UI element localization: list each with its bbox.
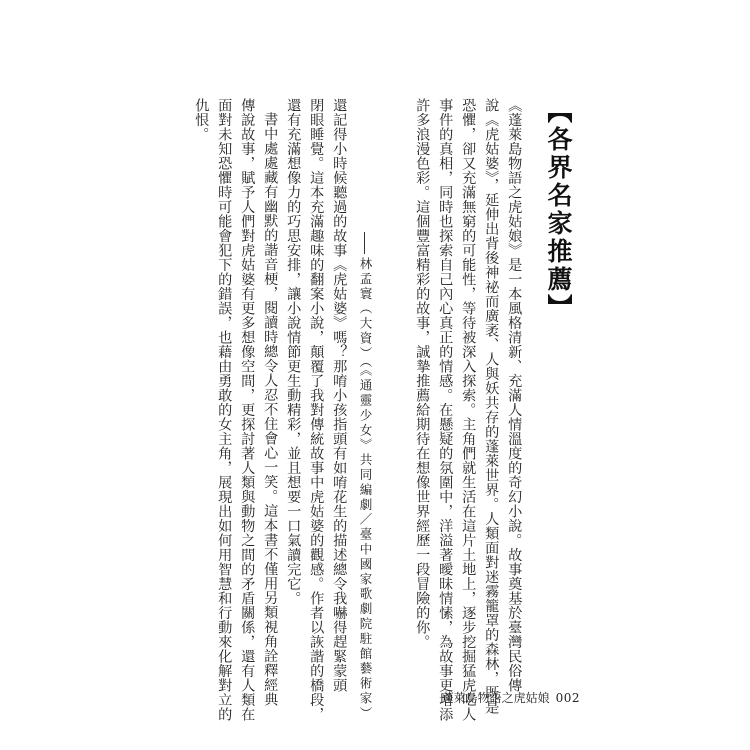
footer-book-title: 蓬萊島物語之虎姑娘: [441, 691, 550, 705]
review2-column-3: 還有充滿想像力的巧思安排，讓小說情節更生動精彩，並且想要一口氣讀完它。: [285, 98, 302, 606]
review1-attribution: 林孟寰（大資）（《通靈少女》共同編劇／臺中國家歌劇院駐館藝術家）: [358, 257, 373, 722]
review1-column-4: 事件的真相，同時也探索自己內心真正的情感。在懸疑的氛圍中，洋溢著曖昧情愫，為故事更增添: [437, 98, 454, 722]
review1-column-3: 恐懼，卻又充滿無窮的可能性，等待被深入探索。主角們就生活在這片土地上，逐步挖掘猛虎吃人: [460, 98, 477, 722]
review2-column-4: 書中處處藏有幽默的諧音梗，閱讀時總令人忍不住會心一笑。這本書不僅用另類視角詮釋經典: [262, 112, 279, 707]
review1-column-5: 許多浪漫色彩。這個豐富精彩的故事，誠摯推薦給期待在想像世界經歷一段冒險的你。: [414, 98, 431, 649]
page-number: 002: [555, 691, 580, 705]
page-footer: [420, 689, 580, 706]
review1-column-1: 《蓬萊島物語之虎姑娘》是一本風格清新、充滿人情溫度的奇幻小說。故事奠基於臺灣民俗傳: [506, 98, 523, 693]
review2-column-1: 還記得小時候聽過的故事《虎姑婆》嗎？那唷小孩指頭有如唷花生的描述總令我嚇得趕緊蒙頭: [331, 98, 348, 693]
review1-column-2: 說《虎姑婆》，延伸出背後神祕而廣袤、人與妖共存的蓬萊世界。人類面對迷霧籠罩的森林，既是: [483, 98, 500, 715]
review2-column-7: 仇恨。: [193, 98, 210, 142]
review2-column-5: 傳說故事，賦予人們對虎姑婆有更多想像空間，更探討著人類與動物之間的矛盾關係，還有人類在: [239, 98, 256, 722]
review2-column-2: 閉眼睡覺。這本充滿趣味的翻案小說，顛覆了我對傳統故事中虎姑婆的觀感。作者以詼諧的橋段，: [308, 98, 325, 722]
attribution-dash: [364, 232, 365, 254]
section-heading: 【各界名家推薦】: [544, 98, 573, 322]
review2-column-6: 面對未知恐懼時可能會犯下的錯誤，也藉由勇敢的女主角，展現出如何用智慧和行動來化解對立的: [216, 98, 233, 722]
